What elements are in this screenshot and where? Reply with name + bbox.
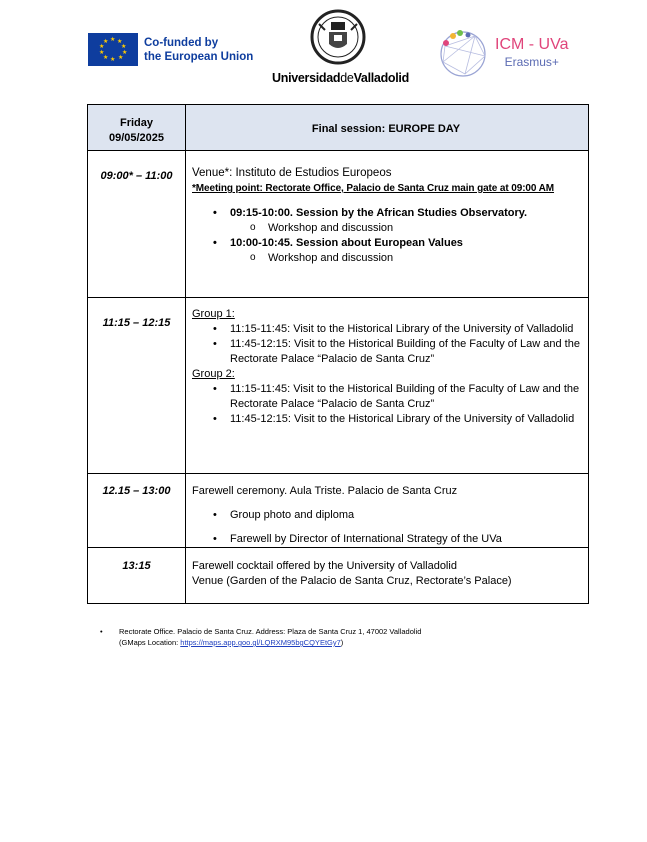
header-title: Final session: EUROPE DAY (186, 105, 589, 151)
list-item: • 11:45-12:15: Visit to the Historical Library of the University of Valladolid (230, 412, 586, 427)
table-row (88, 474, 589, 548)
cocktail-text: Farewell cocktail offered by the University of Valladolid (192, 560, 457, 572)
list-item: • 11:15-11:45: Visit to the Historical Library of the University of Valladolid (230, 322, 586, 337)
table-row (88, 151, 589, 298)
footnote-location: (GMaps Location: https://maps.app.goo.gl/LQRXM95bgCQYEtGy7) (119, 638, 344, 647)
time-cell: 13:15 (88, 548, 186, 604)
ceremony-list (192, 508, 586, 547)
cocktail-venue: Venue (Garden of the Palacio de Santa Cruz, Rectorate’s Palace) (192, 575, 512, 587)
table-row (88, 548, 589, 604)
list-item: • Group photo and diploma (230, 508, 586, 523)
table-header-row (88, 105, 589, 151)
group-1-list (192, 322, 586, 367)
list-item: • 11:45-12:15: Visit to the Historical Building of the Faculty of Law and the Rectorate Palace “Palacio de Santa Cruz” (230, 337, 586, 367)
footnote-address: Rectorate Office. Palacio de Santa Cruz. Address: Plaza de Santa Cruz 1, 47002 Valladolid (119, 627, 422, 636)
ceremony-text: Farewell ceremony. Aula Triste. Palacio de Santa Cruz (192, 485, 458, 497)
icm-subtitle: Erasmus+ (504, 54, 559, 69)
list-item: • 10:00-10:45. Session about European Values o Workshop and discussion (230, 236, 586, 266)
time-cell: 11:15 – 12:15 (88, 298, 186, 474)
header-date: 09/05/2025 (108, 132, 165, 144)
venue-text: Venue*: Instituto de Estudios Europeos (192, 167, 392, 179)
group-2-list (192, 382, 586, 427)
time-cell: 09:00* – 11:00 (88, 151, 186, 298)
header-day-cell (88, 105, 186, 151)
footnote (100, 626, 421, 648)
list-item: o Workshop and discussion (268, 251, 586, 266)
icm-logo (435, 26, 568, 78)
schedule-table (87, 104, 589, 604)
eu-logo (88, 33, 253, 66)
list-item: o Workshop and discussion (268, 221, 586, 236)
bullet-icon: • (100, 627, 103, 636)
session-list (192, 206, 586, 266)
list-item: • Farewell by Director of International Strategy of the UVa (230, 532, 586, 547)
meeting-point-text: *Meeting point: Rectorate Office, Palacio de Santa Cruz main gate at 09:00 AM (192, 183, 555, 194)
list-item: • 11:15-11:45: Visit to the Historical Building of the Faculty of Law and the Rectorate Palace “Palacio de Santa Cruz” (230, 382, 586, 412)
university-seal-icon (303, 8, 373, 66)
table-row (88, 298, 589, 474)
group-2-label: Group 2: (192, 368, 235, 380)
group-1-label: Group 1: (192, 308, 235, 320)
gmaps-link[interactable]: https://maps.app.goo.gl/LQRXM95bgCQYEtGy7 (180, 638, 341, 647)
list-item: • 09:15-10:00. Session by the African Studies Observatory. o Workshop and discussion (230, 206, 586, 236)
icm-title: ICM - UVa (495, 35, 569, 53)
university-name: UniversidaddeValladolid (272, 71, 409, 85)
header-day: Friday (119, 117, 153, 129)
eu-flag-icon: ★ ★ ★ ★ ★ ★ ★ ★ ★ ★ (88, 33, 138, 66)
uva-logo (272, 8, 409, 85)
globe-network-icon (435, 26, 491, 78)
time-cell: 12.15 – 13:00 (88, 474, 186, 548)
eu-logo-text: Co-funded by the European Union (144, 36, 254, 63)
